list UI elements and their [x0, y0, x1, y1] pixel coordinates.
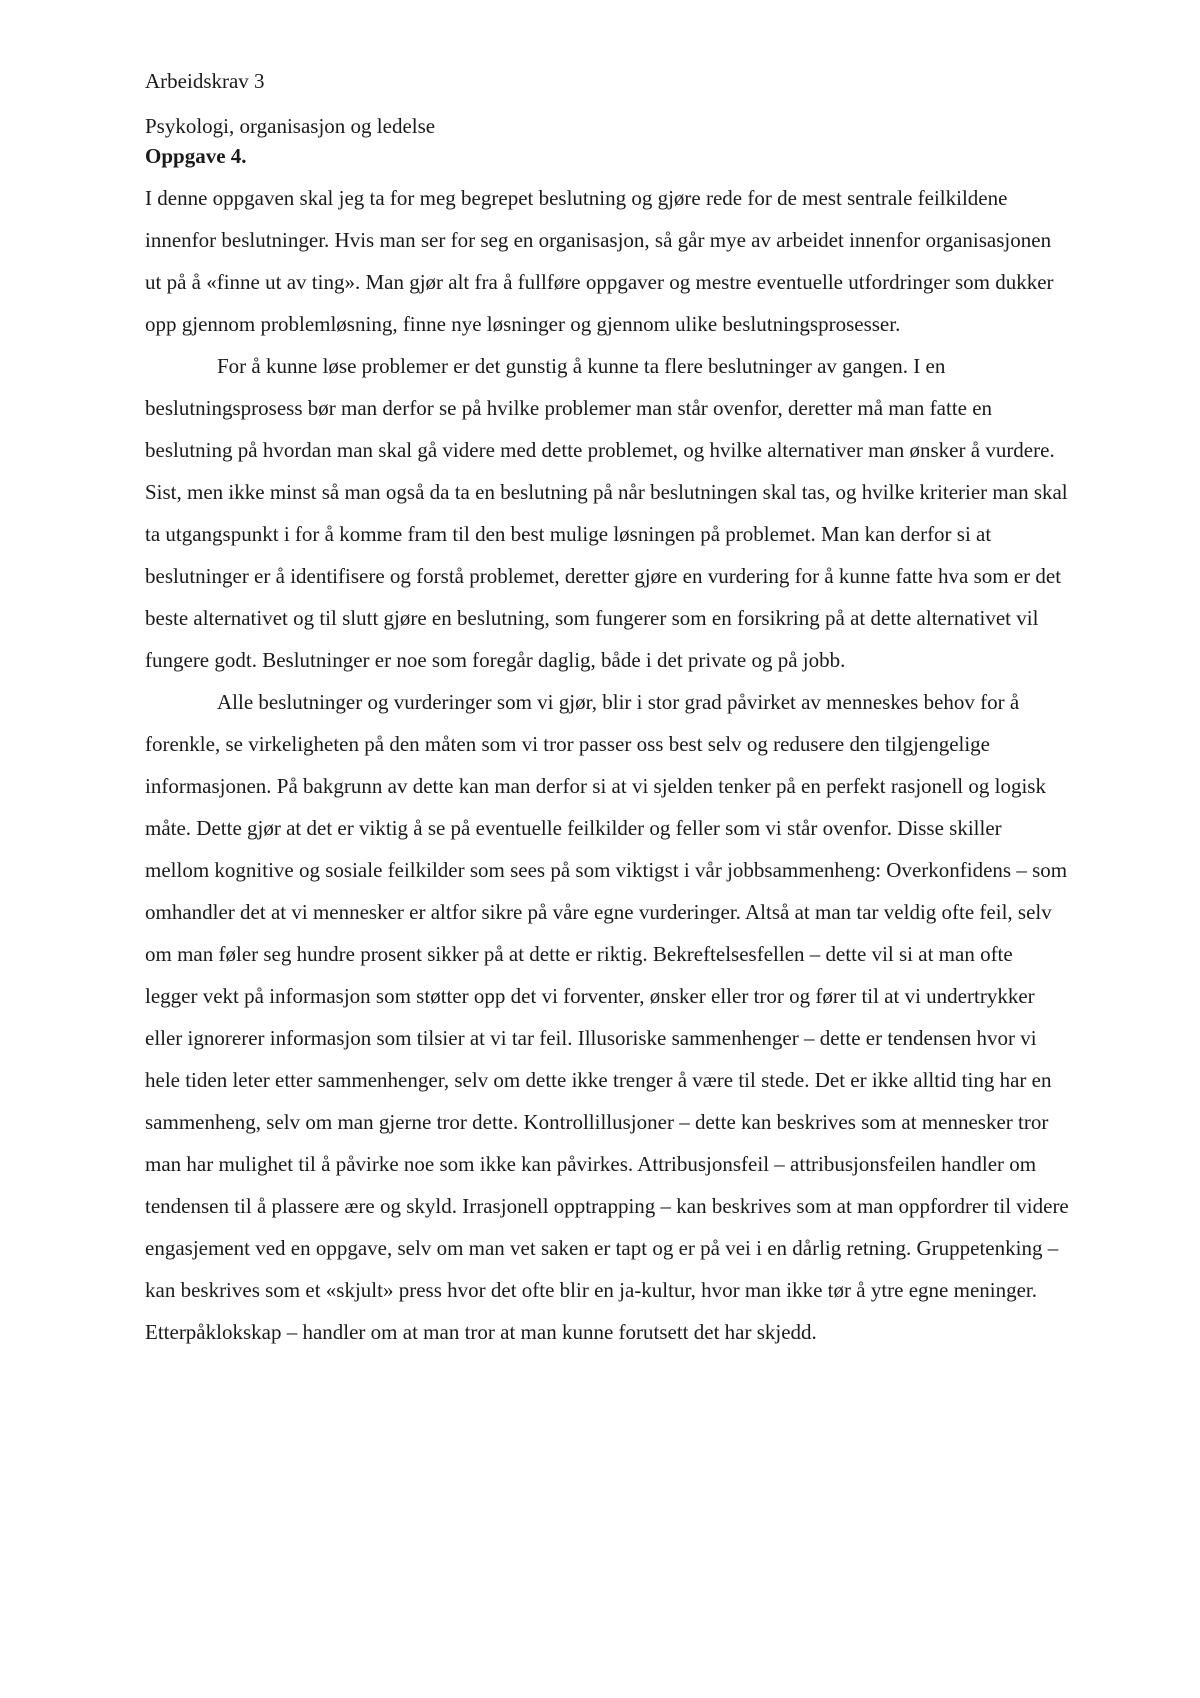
paragraph-error-sources: Alle beslutninger og vurderinger som vi gjør, blir i stor grad påvirket av menneskes behov for å forenkle, se virkeligheten på den måten som vi tror passer oss best selv og redusere den tilgjengelige informasjonen. På bakgrunn av dette kan man derfor si at vi sjelden tenker på en perfekt rasjonell og logisk måte. Dette gjør at det er viktig å se på eventuelle feilkilder og feller som vi står ovenfor. Disse skiller mellom kognitive og sosiale feilkilder som sees på som viktigst i vår jobbsammenheng: Overkonfidens – som omhandler det at vi mennesker er altfor sikre på våre egne vurderinger. Altså at man tar veldig ofte feil, selv om man føler seg hundre prosent sikker på at dette er riktig. Bekreftelsesfellen – dette vil si at man ofte legger vekt på informasjon som støtter opp det vi forventer, ønsker eller tror og fører til at vi undertrykker eller ignorerer informasjon som tilsier at vi tar feil. Illusoriske sammenhenger – dette er tendensen hvor vi hele tiden leter etter sammenhenger, selv om dette ikke trenger å være til stede. Det er ikke alltid ting har en sammenheng, selv om man gjerne tror dette. Kontrollillusjoner – dette kan beskrives som at mennesker tror man har mulighet til å påvirke noe som ikke kan påvirkes. Attribusjonsfeil – attribusjonsfeilen handler om tendensen til å plassere ære og skyld. Irrasjonell opptrapping – kan beskrives som at man oppfordrer til videre engasjement ved en oppgave, selv om man vet saken er tapt og er på vei i en dårlig retning. Gruppetenking – kan beskrives som et «skjult» press hvor det ofte blir en ja-kultur, hvor man ikke tør å ytre egne meninger. Etterpåklokskap – handler om at man tror at man kunne forutsett det har skjedd.	[145, 690, 1069, 1344]
document-body	[145, 66, 1070, 1353]
document-header-subtitle: Psykologi, organisasjon og ledelse	[145, 114, 436, 138]
task-title: Oppgave 4.	[145, 144, 247, 168]
paragraph-decision-process: For å kunne løse problemer er det gunstig å kunne ta flere beslutninger av gangen. I en beslutningsprosess bør man derfor se på hvilke problemer man står ovenfor, deretter må man fatte en beslutning på hvordan man skal gå videre med dette problemet, og hvilke alternativer man ønsker å vurdere. Sist, men ikke minst så man også da ta en beslutning på når beslutningen skal tas, og hvilke kriterier man skal ta utgangspunkt i for å komme fram til den best mulige løsningen på problemet. Man kan derfor si at beslutninger er å identifisere og forstå problemet, deretter gjøre en vurdering for å kunne fatte hva som er det beste alternativet og til slutt gjøre en beslutning, som fungerer som en forsikring på at dette alternativet vil fungere godt. Beslutninger er noe som foregår daglig, både i det private og på jobb.	[145, 354, 1068, 672]
paragraph-intro: I denne oppgaven skal jeg ta for meg begrepet beslutning og gjøre rede for de mest sentrale feilkildene innenfor beslutninger. Hvis man ser for seg en organisasjon, så går mye av arbeidet innenfor organisasjonen ut på å «finne ut av ting». Man gjør alt fra å fullføre oppgaver og mestre eventuelle utfordringer som dukker opp gjennom problemløsning, finne nye løsninger og gjennom ulike beslutningsprosesser.	[145, 186, 1054, 336]
document-header-title: Arbeidskrav 3	[145, 69, 265, 93]
